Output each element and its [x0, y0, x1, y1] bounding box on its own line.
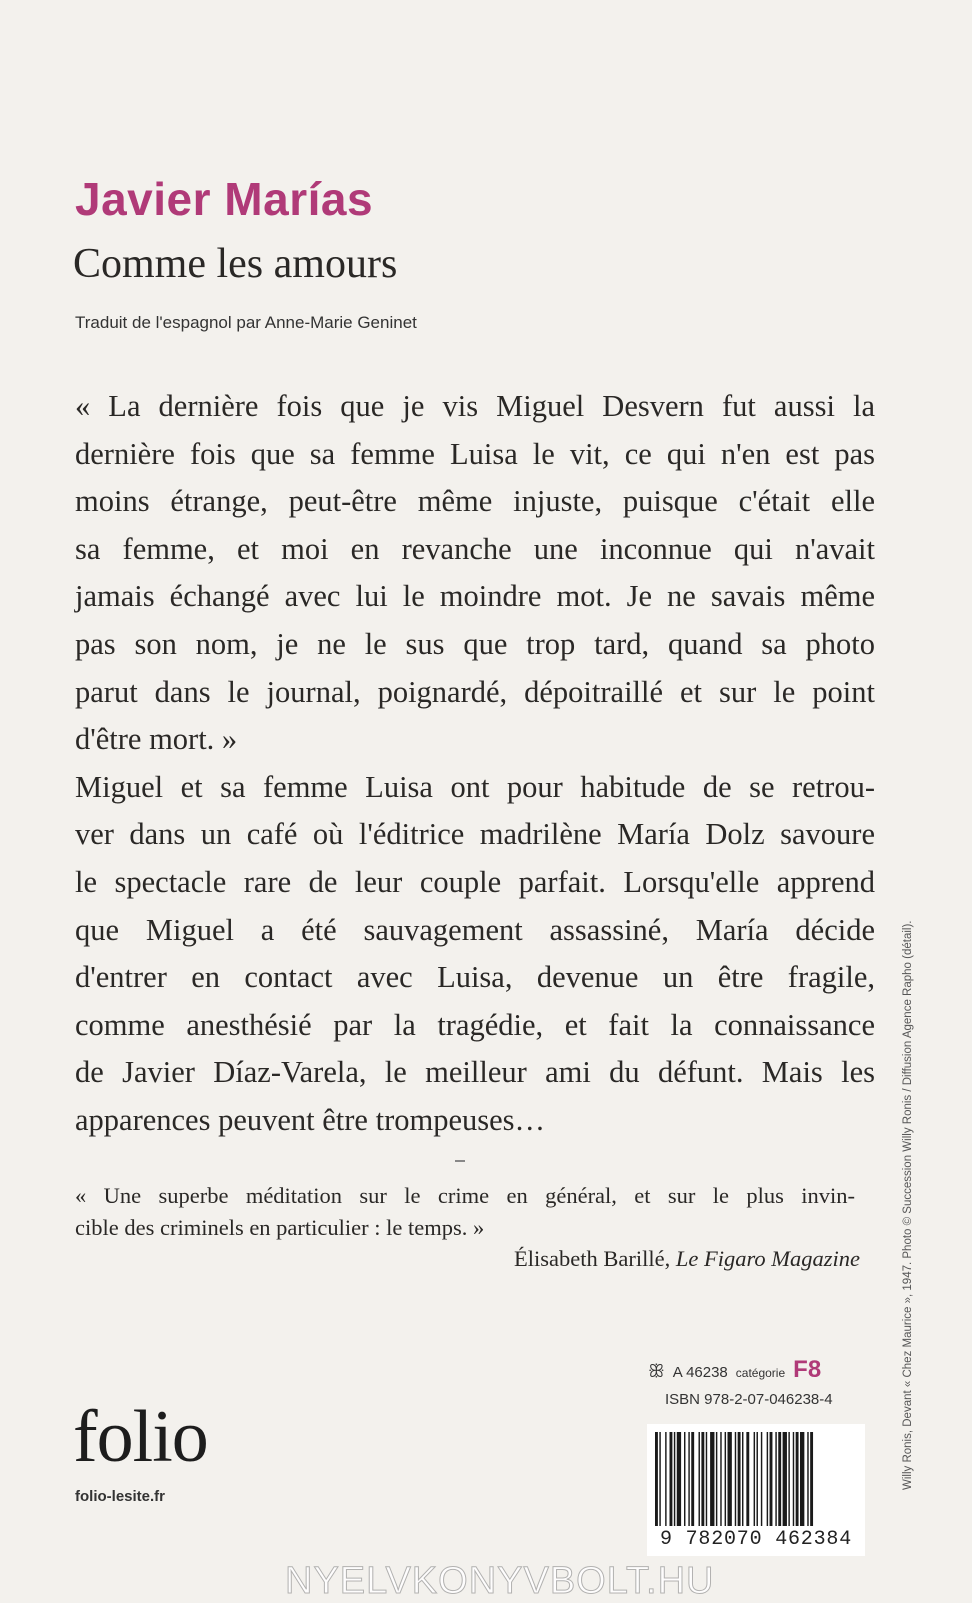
- blurb-line: Miguel et sa femme Luisa ont pour habitude de se retrou-: [75, 769, 875, 804]
- barcode-bar: [788, 1432, 789, 1526]
- barcode-bar: [699, 1432, 700, 1526]
- barcode-bar: [767, 1432, 768, 1526]
- category-label: catégorie: [735, 1366, 786, 1380]
- barcode-bar: [716, 1432, 717, 1526]
- barcode-bar: [810, 1432, 813, 1526]
- photo-credit: Willy Ronis, Devant « Chez Maurice », 1947. Photo © Succession Willy Ronis / Diffusion Agence Rapho (détail).: [902, 920, 914, 1490]
- barcode-bar: [665, 1432, 666, 1526]
- blurb-line: jamais échangé avec lui le moindre mot. Je ne savais même: [75, 579, 875, 614]
- blurb-line: d'être mort. »: [75, 722, 238, 757]
- review-line: cible des criminels en particulier : le temps. »: [75, 1215, 485, 1240]
- barcode-bar: [655, 1432, 658, 1526]
- barcode-bar: [720, 1432, 721, 1526]
- separator-dash: [455, 1160, 465, 1162]
- barcode-bar: [807, 1432, 808, 1526]
- publisher-site: folio-lesite.fr: [75, 1488, 166, 1505]
- barcode-bar: [793, 1432, 794, 1526]
- barcode-bar: [800, 1432, 804, 1526]
- blurb-line: « La dernière fois que je vis Miguel Desvern fut aussi la: [75, 389, 875, 423]
- barcode-bar: [754, 1432, 755, 1526]
- barcode-bar: [735, 1432, 736, 1526]
- barcode-bar: [775, 1432, 776, 1526]
- blurb-line: sa femme, et moi en revanche une inconnue qui n'avait: [75, 531, 875, 566]
- category-code: F8: [793, 1356, 822, 1383]
- catalog-info: [648, 1356, 821, 1384]
- translator-credit: Traduit de l'espagnol par Anne-Marie Geninet: [75, 313, 417, 332]
- catalog-ref: A 46238: [672, 1364, 728, 1381]
- watermark: NYELVKONYVBOLT.HU: [285, 1560, 715, 1602]
- barcode: [647, 1424, 865, 1556]
- barcode-bar: [677, 1432, 681, 1526]
- barcode-bar: [783, 1432, 787, 1526]
- barcode-bar: [761, 1432, 762, 1526]
- blurb-line: de Javier Díaz-Varela, le meilleur ami du défunt. Mais les: [75, 1055, 875, 1090]
- blurb-line: comme anesthésié par la tragédie, et fait la connaissance: [75, 1007, 875, 1042]
- blurb-line: dernière fois que sa femme Luisa le vit, ce qui n'en est pas: [75, 436, 875, 471]
- publisher-logo: folio: [73, 1396, 208, 1478]
- barcode-bars: [655, 1432, 857, 1526]
- blurb-line: d'entrer en contact avec Luisa, devenue un être fragile,: [75, 960, 875, 995]
- barcode-bar: [688, 1432, 689, 1526]
- barcode-bar: [770, 1432, 773, 1526]
- barcode-bar: [691, 1432, 694, 1526]
- blurb-line: moins étrange, peut-être même injuste, puisque c'était elle: [75, 484, 875, 519]
- isbn: ISBN 978-2-07-046238-4: [665, 1391, 833, 1408]
- review-publication: Le Figaro Magazine: [675, 1246, 860, 1271]
- barcode-bar: [706, 1432, 707, 1526]
- blurb-line: ver dans un café où l'éditrice madrilène María Dolz savoure: [75, 817, 875, 852]
- barcode-bar: [742, 1432, 743, 1526]
- barcode-bar: [796, 1432, 799, 1526]
- gallimard-logo-icon: ꕥ: [648, 1361, 665, 1381]
- barcode-bar: [757, 1432, 758, 1526]
- barcode-bar: [701, 1432, 704, 1526]
- review-quote: [75, 1180, 855, 1244]
- barcode-bar: [659, 1432, 660, 1526]
- review-attribution: [514, 1246, 860, 1272]
- barcode-bar: [728, 1432, 732, 1526]
- review-line: « Une superbe méditation sur le crime en général, et sur le plus invin-: [75, 1183, 855, 1208]
- blurb-line: apparences peuvent être trompeuses…: [75, 1102, 546, 1137]
- blurb-line: pas son nom, je ne le sus que trop tard, quand sa photo: [75, 626, 875, 661]
- barcode-bar: [710, 1432, 714, 1526]
- blurb-line: que Miguel a été sauvagement assassiné, María décide: [75, 912, 875, 947]
- barcode-digits: 9 782070 462384: [659, 1528, 853, 1551]
- blurb-line: le spectacle rare de leur couple parfait. Lorsqu'elle apprend: [75, 864, 875, 899]
- barcode-bar: [725, 1432, 726, 1526]
- barcode-bar: [670, 1432, 673, 1526]
- book-title: Comme les amours: [73, 241, 398, 287]
- barcode-bar: [746, 1432, 749, 1526]
- barcode-bar: [674, 1432, 675, 1526]
- barcode-bar: [738, 1432, 741, 1526]
- barcode-bar: [778, 1432, 781, 1526]
- blurb-line: parut dans le journal, poignardé, dépoitraillé et sur le point: [75, 674, 875, 709]
- barcode-bar: [684, 1432, 685, 1526]
- blurb: [75, 383, 875, 1145]
- reviewer-name: Élisabeth Barillé,: [514, 1246, 671, 1271]
- author-name: Javier Marías: [75, 173, 374, 225]
